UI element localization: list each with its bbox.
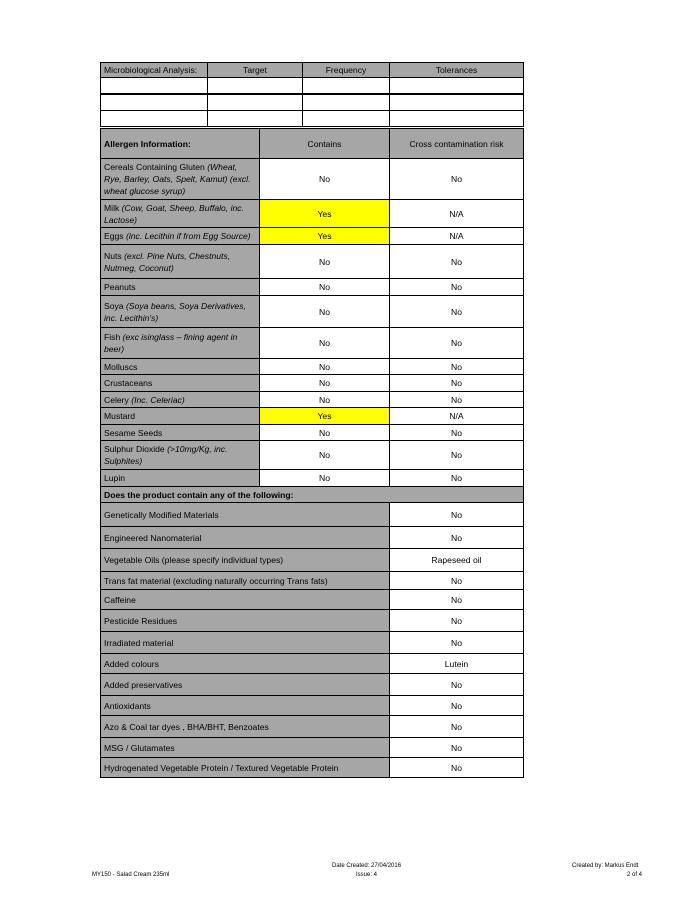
allergen-name: Soya xyxy=(104,300,126,311)
allergen-contains-value: No xyxy=(319,427,330,438)
allergen-cross-cell xyxy=(389,244,524,279)
allergen-name: Sulphur Dioxide xyxy=(104,444,168,454)
product-value-cell xyxy=(389,609,524,632)
product-label-cell xyxy=(100,653,390,674)
micro-header-label: Target xyxy=(243,65,267,75)
allergen-contains-value: No xyxy=(319,394,330,405)
allergen-cross-value: N/A xyxy=(449,208,464,219)
allergen-name: Lupin xyxy=(104,473,126,483)
product-label-cell xyxy=(100,631,390,654)
footer-page-number: 2 of 4 xyxy=(627,872,643,878)
product-value-cell xyxy=(389,653,524,674)
allergen-cross-cell xyxy=(389,158,524,200)
micro-header-analysis xyxy=(100,62,208,78)
allergen-name-text xyxy=(104,377,152,389)
micro-blank-cell xyxy=(302,110,390,127)
allergen-cross-value: No xyxy=(451,450,462,460)
allergen-name-cell xyxy=(100,358,260,375)
product-value: No xyxy=(451,700,462,711)
cross-header-label: Cross contamination risk xyxy=(409,138,504,149)
allergen-name: Crustaceans xyxy=(104,378,153,388)
product-value: No xyxy=(451,532,462,543)
allergen-cross-value: No xyxy=(451,174,462,184)
footer-product-code: MY150 - Salad Cream 235ml xyxy=(92,872,170,878)
allergen-cross-cell xyxy=(389,407,524,425)
product-value: No xyxy=(451,721,462,732)
allergen-name-cell xyxy=(100,424,260,441)
micro-header-tolerances xyxy=(389,62,524,78)
allergen-cross-cell xyxy=(389,424,524,441)
product-value-cell xyxy=(389,737,524,758)
product-value: Lutein xyxy=(444,658,469,669)
micro-blank-cell xyxy=(302,94,390,111)
footer-date-created: Date Created: 27/04/2016 xyxy=(332,863,402,869)
allergen-cross-value: No xyxy=(451,338,462,348)
allergen-name-cell xyxy=(100,158,260,200)
micro-blank-cell xyxy=(100,110,208,127)
product-value-cell xyxy=(389,548,524,572)
allergen-name-text xyxy=(104,443,256,467)
allergen-contains-cell xyxy=(259,407,390,425)
micro-blank-cell xyxy=(100,77,208,94)
allergen-name-text xyxy=(104,161,256,197)
allergen-name-cell xyxy=(100,227,260,245)
allergen-name-cell xyxy=(100,469,260,487)
allergen-cross-cell xyxy=(389,358,524,375)
allergen-contains-cell xyxy=(259,327,390,359)
product-label-cell xyxy=(100,548,390,572)
allergen-name-cell xyxy=(100,374,260,392)
micro-blank-cell xyxy=(207,77,303,94)
allergen-name-text xyxy=(104,250,256,274)
allergen-cross-value: No xyxy=(451,282,462,292)
allergen-name: Mustard xyxy=(104,411,136,421)
product-value-cell xyxy=(389,526,524,549)
product-value-cell xyxy=(389,631,524,654)
allergen-cross-cell xyxy=(389,440,524,470)
product-label-cell xyxy=(100,589,390,610)
product-label: Hydrogenated Vegetable Protein / Textured Vegetable Protein xyxy=(104,762,339,773)
product-label-cell xyxy=(100,502,390,527)
allergen-contains-value: Yes xyxy=(317,231,332,241)
footer-issue: Issue: 4 xyxy=(356,872,378,878)
product-value: No xyxy=(451,509,462,520)
product-value: Rapeseed oil xyxy=(431,555,482,565)
allergen-name-text xyxy=(104,202,256,226)
allergen-cross-value: No xyxy=(451,361,462,372)
product-label-cell xyxy=(100,571,390,590)
product-label: Irradiated material xyxy=(104,637,174,648)
product-value-cell xyxy=(389,571,524,590)
allergen-contains-cell xyxy=(259,358,390,375)
allergen-name: Cereals Containing Gluten xyxy=(104,162,208,172)
allergen-name-text xyxy=(104,472,125,484)
allergen-cross-value: No xyxy=(451,306,462,317)
product-value: No xyxy=(451,637,462,648)
allergen-contains-value: No xyxy=(319,282,330,292)
product-label-cell xyxy=(100,757,390,778)
allergen-name-text xyxy=(104,331,256,355)
allergen-cross-cell xyxy=(389,227,524,245)
product-label-cell xyxy=(100,673,390,696)
product-label-cell xyxy=(100,715,390,738)
allergen-name-cell xyxy=(100,244,260,279)
micro-blank-cell xyxy=(389,94,524,111)
allergen-name-cell xyxy=(100,278,260,296)
allergen-contains-value: Yes xyxy=(317,208,332,219)
allergen-name: Sesame Seeds xyxy=(104,427,163,438)
allergen-contains-cell xyxy=(259,278,390,296)
product-value: No xyxy=(451,742,462,753)
allergen-detail: (Inc. Celeriac) xyxy=(131,394,185,405)
allergen-contains-cell xyxy=(259,424,390,441)
allergen-contains-value: No xyxy=(319,256,330,267)
product-value: No xyxy=(451,594,462,605)
micro-header-label: Microbiological Analysis: xyxy=(104,65,198,75)
allergen-header-cross xyxy=(389,128,524,159)
micro-blank-cell xyxy=(302,77,390,94)
allergen-name-cell xyxy=(100,295,260,328)
allergen-contains-value: No xyxy=(319,450,330,460)
micro-blank-cell xyxy=(207,94,303,111)
product-value: No xyxy=(451,615,462,626)
allergen-name-cell xyxy=(100,407,260,425)
allergen-header xyxy=(100,128,260,159)
product-value-cell xyxy=(389,715,524,738)
allergen-header-contains xyxy=(259,128,390,159)
allergen-detail: (>10mg/Kg, inc. Sulphites) xyxy=(104,444,228,466)
allergen-contains-value: No xyxy=(319,378,330,388)
allergen-contains-value: No xyxy=(319,361,330,372)
allergen-contains-cell xyxy=(259,391,390,408)
product-label: Added preservatives xyxy=(104,679,183,690)
allergen-contains-cell xyxy=(259,244,390,279)
allergen-contains-cell xyxy=(259,158,390,200)
allergen-name-cell xyxy=(100,327,260,359)
allergen-name: Molluscs xyxy=(104,361,138,372)
allergen-name: Peanuts xyxy=(104,282,136,292)
product-label-cell xyxy=(100,737,390,758)
product-header xyxy=(100,486,524,503)
product-value: No xyxy=(451,575,462,586)
allergen-name: Milk xyxy=(104,202,122,213)
product-label: Caffeine xyxy=(104,594,136,605)
allergen-header-label: Allergen Information: xyxy=(104,138,191,149)
allergen-name-text xyxy=(104,410,135,422)
footer-created-by: Created by: Markus Endt xyxy=(572,863,639,869)
allergen-cross-value: N/A xyxy=(449,231,464,241)
micro-blank-cell xyxy=(100,94,208,111)
allergen-cross-cell xyxy=(389,374,524,392)
allergen-name-cell xyxy=(100,391,260,408)
allergen-cross-value: No xyxy=(451,256,462,267)
product-label: Added colours xyxy=(104,658,159,669)
micro-blank-cell xyxy=(207,110,303,127)
allergen-cross-cell xyxy=(389,391,524,408)
product-value-cell xyxy=(389,757,524,778)
product-value-cell xyxy=(389,695,524,716)
allergen-contains-value: No xyxy=(319,338,330,348)
allergen-name-text xyxy=(104,394,185,406)
product-value-cell xyxy=(389,502,524,527)
allergen-contains-cell xyxy=(259,374,390,392)
product-label: Pesticide Residues xyxy=(104,615,178,626)
allergen-contains-cell xyxy=(259,469,390,487)
product-label-cell xyxy=(100,695,390,716)
allergen-name: Nuts xyxy=(104,250,125,261)
micro-blank-cell xyxy=(389,77,524,94)
allergen-detail: (exc isinglass – fining agent in beer) xyxy=(104,332,238,354)
product-label: Antioxidants xyxy=(104,700,151,711)
allergen-cross-value: No xyxy=(451,378,462,388)
micro-header-frequency xyxy=(302,62,390,78)
allergen-cross-value: No xyxy=(451,394,462,405)
allergen-detail: (Wheat, Rye, Barley, Oats, Spelt, Kamut) (excl. wheat glucose syrup) xyxy=(104,162,251,196)
allergen-name-text xyxy=(104,361,137,373)
micro-header-label: Frequency xyxy=(325,65,367,75)
product-label: Engineered Nanomaterial xyxy=(104,532,202,543)
product-label: Genetically Modified Materials xyxy=(104,509,219,520)
allergen-contains-cell xyxy=(259,199,390,228)
micro-header-label: Tolerances xyxy=(435,65,478,75)
allergen-name-cell xyxy=(100,199,260,228)
product-label: Trans fat material (excluding naturally occurring Trans fats) xyxy=(104,575,328,586)
product-header-label: Does the product contain any of the following: xyxy=(104,489,294,500)
allergen-name-text xyxy=(104,427,162,439)
allergen-cross-value: No xyxy=(451,427,462,438)
allergen-contains-value: Yes xyxy=(317,411,332,421)
allergen-name-text xyxy=(104,300,256,324)
allergen-contains-value: No xyxy=(319,174,330,184)
allergen-cross-value: No xyxy=(451,473,462,483)
product-label-cell xyxy=(100,526,390,549)
allergen-name: Fish xyxy=(104,332,123,342)
allergen-detail: (excl. Pine Nuts, Chestnuts, Nutmeg, Coconut) xyxy=(104,250,231,273)
allergen-name-cell xyxy=(100,440,260,470)
allergen-detail: (Soya beans, Soya Derivatives, inc. Lecithin's) xyxy=(104,300,246,323)
allergen-cross-cell xyxy=(389,199,524,228)
allergen-cross-cell xyxy=(389,327,524,359)
product-value: No xyxy=(451,679,462,690)
product-label: MSG / Glutamates xyxy=(104,742,175,753)
allergen-detail: (inc. Lecithin if from Egg Source) xyxy=(125,231,251,241)
allergen-name-text xyxy=(104,230,251,242)
product-value-cell xyxy=(389,673,524,696)
product-value: No xyxy=(451,762,462,773)
product-label: Vegetable Oils (please specify individual types) xyxy=(104,555,284,565)
allergen-contains-value: No xyxy=(319,306,330,317)
allergen-cross-cell xyxy=(389,278,524,296)
allergen-name-text xyxy=(104,281,136,293)
product-label-cell xyxy=(100,609,390,632)
allergen-contains-cell xyxy=(259,440,390,470)
allergen-cross-cell xyxy=(389,469,524,487)
allergen-name: Celery xyxy=(104,394,132,405)
allergen-contains-value: No xyxy=(319,473,330,483)
allergen-cross-value: N/A xyxy=(449,411,464,421)
product-label: Azo & Coal tar dyes , BHA/BHT, Benzoates xyxy=(104,721,269,732)
allergen-contains-cell xyxy=(259,227,390,245)
micro-blank-cell xyxy=(389,110,524,127)
allergen-name: Eggs xyxy=(104,231,126,241)
contains-header-label: Contains xyxy=(307,138,342,149)
micro-header-target xyxy=(207,62,303,78)
product-value-cell xyxy=(389,589,524,610)
allergen-cross-cell xyxy=(389,295,524,328)
allergen-detail: (Cow, Goat, Sheep, Buffalo, inc. Lactose) xyxy=(104,202,244,225)
allergen-contains-cell xyxy=(259,295,390,328)
